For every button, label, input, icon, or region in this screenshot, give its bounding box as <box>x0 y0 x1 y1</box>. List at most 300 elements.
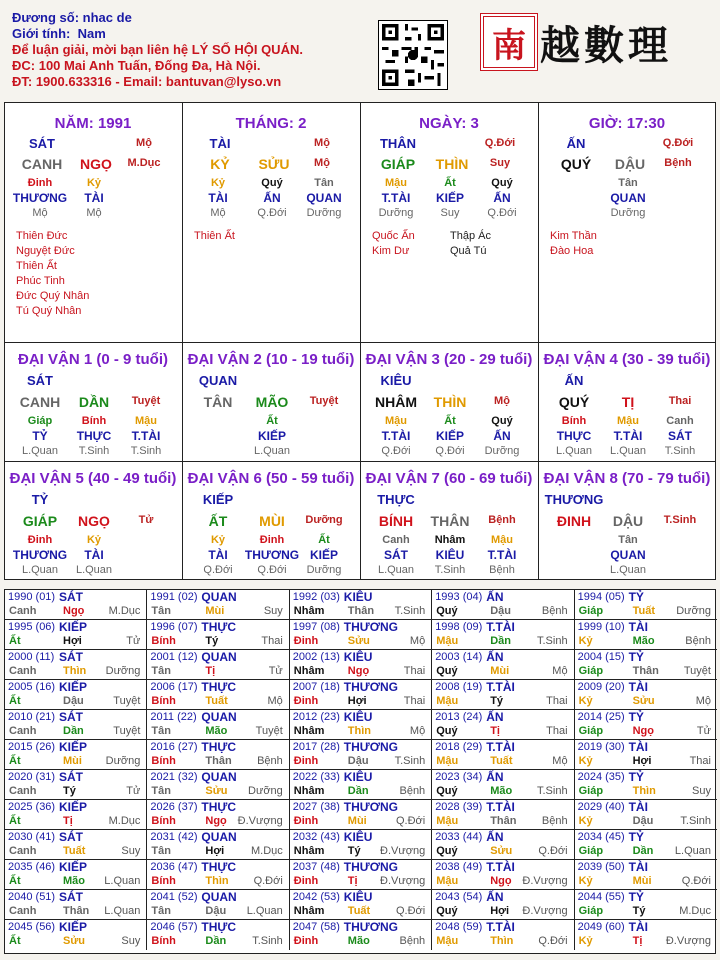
dai-van-title: ĐẠI VẬN 2 (10 - 19 tuổi) <box>187 351 355 368</box>
year-chi: Mão <box>347 935 370 947</box>
year-star: T.TÀI <box>486 860 515 874</box>
year-can: Quý <box>436 785 458 797</box>
year-star: THỰC <box>201 920 237 934</box>
pillar-title: THÁNG: 2 <box>235 115 307 132</box>
pillar-star: THÂN <box>379 136 417 151</box>
year-chi: Mùi <box>63 755 82 767</box>
special-star: Quốc Ấn <box>372 230 415 242</box>
year-chi: Dần <box>205 935 227 947</box>
year-cell <box>290 620 432 650</box>
hidden-stem: Mậu <box>617 415 639 427</box>
year-label: 2017 (28) <box>292 741 340 753</box>
year-phase: M.Dục <box>108 605 141 617</box>
year-chi: Tý <box>490 695 504 707</box>
year-label: 2047 (58) <box>292 921 340 933</box>
dai-van-star: THỰC <box>377 492 415 507</box>
year-phase: L.Quan <box>104 875 141 887</box>
year-chi: Thìn <box>63 665 87 677</box>
year-cell <box>5 890 147 920</box>
year-can: Tân <box>151 905 171 917</box>
dai-van-can: CANH <box>19 394 61 410</box>
year-cell <box>147 920 289 950</box>
year-star: THƯƠNG <box>343 920 398 934</box>
year-label: 2025 (36) <box>8 801 56 813</box>
year-can: Kỷ <box>578 935 593 947</box>
year-cell <box>432 740 574 770</box>
hidden-phase: Q.Đới <box>487 207 517 219</box>
year-can: Đinh <box>293 815 319 827</box>
phone-line: ĐT: 1900.633316 - Email: bantuvan@lyso.vn <box>12 74 282 89</box>
special-star: Thiên Đức <box>16 230 68 242</box>
year-cell <box>290 770 432 800</box>
year-can: Tân <box>151 785 171 797</box>
year-cell <box>5 800 147 830</box>
year-chi: Dậu <box>205 905 227 917</box>
year-chi: Dậu <box>632 815 654 827</box>
year-cell <box>432 620 574 650</box>
year-can: Đinh <box>293 635 319 647</box>
hidden-phase: Q.Đới <box>381 445 411 457</box>
year-label: 2023 (34) <box>435 771 483 783</box>
year-can: Mậu <box>436 695 459 707</box>
year-star: THƯƠNG <box>343 740 398 754</box>
year-chi: Ngọ <box>205 815 227 827</box>
year-phase: Dưỡng <box>248 785 283 797</box>
year-label: 2004 (15) <box>577 651 625 663</box>
year-label: 2013 (24) <box>435 711 483 723</box>
year-chi: Thìn <box>205 875 229 887</box>
year-chi: Sửu <box>347 635 370 647</box>
year-can: Bính <box>151 755 176 767</box>
year-can: Kỷ <box>578 815 593 827</box>
hidden-god: T.TÀI <box>381 429 411 443</box>
year-label: 2035 (46) <box>8 861 56 873</box>
year-label: 2036 (47) <box>150 861 198 873</box>
year-chi: Tuất <box>205 695 228 707</box>
year-phase: Q.Đới <box>395 905 426 917</box>
year-star: T.TÀI <box>486 620 515 634</box>
year-phase: L.Quan <box>246 905 283 917</box>
address-line: ĐC: 100 Mai Anh Tuấn, Đống Đa, Hà Nội. <box>12 58 261 73</box>
dai-van-phase: Dưỡng <box>305 514 343 526</box>
hidden-god: KIẾP <box>309 548 338 562</box>
year-chi: Tị <box>63 815 73 827</box>
year-chi: Tuất <box>63 845 86 857</box>
year-can: Giáp <box>578 905 604 917</box>
year-label: 2016 (27) <box>150 741 198 753</box>
year-chi: Tý <box>205 635 219 647</box>
pillar-phase-top: Mộ <box>314 137 330 149</box>
year-phase: L.Quan <box>674 845 711 857</box>
hidden-stem: Quý <box>491 415 513 427</box>
year-chi: Mùi <box>205 605 225 617</box>
year-label: 2012 (23) <box>292 711 340 723</box>
year-cell <box>5 680 147 710</box>
year-star: KIÊU <box>343 890 373 904</box>
dai-van-can: ĐINH <box>556 513 592 529</box>
year-phase: Mộ <box>409 635 426 647</box>
year-star: THƯƠNG <box>343 800 398 814</box>
year-phase: Thai <box>546 695 568 707</box>
dai-van-phase: Tuyệt <box>131 395 161 407</box>
year-can: Bính <box>151 875 176 887</box>
pillar-phase: Mộ <box>314 157 330 169</box>
hidden-stem: Đinh <box>259 534 285 546</box>
year-label: 2039 (50) <box>577 861 625 873</box>
year-can: Ất <box>9 935 21 947</box>
year-star: KIÊU <box>343 770 373 784</box>
year-chi: Hợi <box>632 755 652 767</box>
dai-van-title: ĐẠI VẬN 3 (20 - 29 tuổi) <box>365 351 533 368</box>
name-value: nhac de <box>82 10 132 25</box>
year-can: Tân <box>151 665 171 677</box>
year-cell <box>5 710 147 740</box>
year-label: 2000 (11) <box>8 651 55 663</box>
hidden-phase: L.Quan <box>609 445 647 457</box>
year-can: Mậu <box>436 815 459 827</box>
year-star: TÀI <box>628 800 648 814</box>
dai-van-star: KIÊU <box>380 373 412 388</box>
dai-van-can: NHÂM <box>375 394 417 410</box>
year-chi: Thìn <box>347 725 372 737</box>
pillar-title: NGÀY: 3 <box>419 115 479 132</box>
dai-van-can: TÂN <box>203 394 233 410</box>
year-cell <box>575 740 717 770</box>
year-phase: Bệnh <box>399 935 426 947</box>
year-can: Mậu <box>436 875 459 887</box>
hidden-phase: L.Quan <box>75 564 113 576</box>
hidden-stem: Quý <box>491 177 513 189</box>
year-star: TÀI <box>628 860 648 874</box>
year-can: Giáp <box>578 605 604 617</box>
hidden-stem: Bính <box>561 415 587 427</box>
year-star: KIÊU <box>343 590 373 604</box>
year-phase: Mộ <box>552 755 568 767</box>
pillar-star: SÁT <box>29 136 55 151</box>
year-star: TÀI <box>628 920 648 934</box>
pillar-phase-top: Mộ <box>136 137 152 149</box>
year-chi: Sửu <box>205 785 228 797</box>
year-cell <box>147 620 289 650</box>
hidden-god: T.TÀI <box>131 429 161 443</box>
hidden-phase: T.Sinh <box>78 445 110 457</box>
pillar-star: ẤN <box>566 136 586 151</box>
year-star: KIÊU <box>343 830 373 844</box>
hidden-phase: L.Quan <box>609 564 647 576</box>
year-cell <box>432 830 574 860</box>
hidden-phase: Dưỡng <box>306 207 342 219</box>
year-label: 1993 (04) <box>435 591 483 603</box>
hidden-stem: Canh <box>666 415 694 427</box>
seal-logo: 南 <box>480 13 538 71</box>
year-cell <box>147 890 289 920</box>
year-label: 1998 (09) <box>435 621 483 633</box>
year-phase: Thai <box>403 695 426 707</box>
year-label: 1999 (10) <box>577 621 625 633</box>
special-star: Kim Dư <box>372 245 410 257</box>
year-label: 2032 (43) <box>292 831 340 843</box>
year-phase: Q.Đới <box>395 815 426 827</box>
pillar-can: KỶ <box>210 156 230 172</box>
hidden-god: THỰC <box>76 429 112 443</box>
year-label: 2040 (51) <box>8 891 56 903</box>
hidden-stem: Mậu <box>491 534 513 546</box>
year-cell <box>432 650 574 680</box>
year-cell <box>290 860 432 890</box>
year-phase: T.Sinh <box>394 755 426 767</box>
year-star: T.TÀI <box>486 740 515 754</box>
year-cell <box>290 830 432 860</box>
hidden-stem: Mậu <box>385 415 407 427</box>
hidden-stem: Mậu <box>385 177 407 189</box>
year-can: Mậu <box>436 635 459 647</box>
year-cell <box>5 920 147 950</box>
year-cell <box>575 770 717 800</box>
special-star: Quả Tú <box>450 245 487 257</box>
hidden-phase: Dưỡng <box>378 207 414 219</box>
hidden-stem: Bính <box>81 415 107 427</box>
year-cell <box>5 860 147 890</box>
year-phase: Tuyệt <box>113 695 141 707</box>
year-star: ẤN <box>486 890 504 904</box>
year-phase: Tử <box>696 725 711 737</box>
year-star: THỰC <box>201 620 237 634</box>
year-label: 2049 (60) <box>577 921 625 933</box>
year-star: T.TÀI <box>486 680 515 694</box>
year-chi: Dần <box>347 785 369 797</box>
year-can: Nhâm <box>293 845 325 857</box>
hidden-phase: L.Quan <box>21 564 59 576</box>
hidden-god: QUAN <box>306 191 342 205</box>
pillar-chi: NGỌ <box>80 156 112 172</box>
year-phase: T.Sinh <box>680 815 711 827</box>
year-can: Bính <box>151 815 176 827</box>
year-phase: Suy <box>263 605 283 617</box>
pillar-star: TÀI <box>209 136 231 151</box>
year-label: 2037 (48) <box>292 861 340 873</box>
year-chi: Ngọ <box>490 875 512 887</box>
year-label: 2041 (52) <box>150 891 198 903</box>
year-can: Ất <box>9 635 21 647</box>
year-label: 2031 (42) <box>150 831 198 843</box>
year-chi: Sửu <box>632 695 655 707</box>
hidden-stem: Mậu <box>135 415 157 427</box>
year-star: KIẾP <box>59 680 88 694</box>
year-can: Tân <box>151 605 171 617</box>
year-can: Canh <box>9 785 37 797</box>
year-cell <box>432 770 574 800</box>
year-phase: Tuyệt <box>113 725 141 737</box>
hidden-god: TÀI <box>84 191 104 205</box>
year-phase: Tuyệt <box>255 725 283 737</box>
year-chi: Thân <box>347 605 375 617</box>
year-can: Kỷ <box>578 695 593 707</box>
hidden-phase: Mộ <box>86 207 102 219</box>
dai-van-title: ĐẠI VẬN 6 (50 - 59 tuổi) <box>187 470 355 487</box>
year-star: KIẾP <box>59 740 88 754</box>
year-label: 2046 (57) <box>150 921 198 933</box>
year-can: Canh <box>9 665 37 677</box>
year-can: Ất <box>9 875 21 887</box>
hidden-stem: Giáp <box>27 415 53 427</box>
year-label: 2042 (53) <box>292 891 340 903</box>
year-cell <box>432 800 574 830</box>
year-cell <box>575 710 717 740</box>
hidden-phase: Q.Đới <box>257 564 287 576</box>
year-chi: Dậu <box>490 605 511 617</box>
year-star: TỶ <box>628 590 644 604</box>
year-star: QUAN <box>201 650 237 664</box>
year-label: 2022 (33) <box>292 771 340 783</box>
dai-van-phase: Thai <box>668 395 692 407</box>
year-phase: Q.Đới <box>681 875 711 887</box>
year-chi: Tý <box>347 845 361 857</box>
year-star: KIẾP <box>59 800 88 814</box>
year-label: 1992 (03) <box>292 591 340 603</box>
year-can: Bính <box>151 695 176 707</box>
hidden-god: T.TÀI <box>381 191 411 205</box>
year-cell <box>147 710 289 740</box>
pillar-phase-top: Q.Đới <box>662 137 694 149</box>
dai-van-chi: MÃO <box>255 394 289 410</box>
special-star: Phúc Tinh <box>16 275 65 287</box>
year-label: 2009 (20) <box>577 681 625 693</box>
year-phase: Q.Đới <box>253 875 283 887</box>
year-chi: Mão <box>490 785 513 797</box>
year-chi: Thìn <box>632 785 656 797</box>
year-phase: T.Sinh <box>252 935 283 947</box>
year-label: 2010 (21) <box>8 711 56 723</box>
pillar-can: CANH <box>21 156 63 172</box>
year-star: TỶ <box>628 890 644 904</box>
year-star: THỰC <box>201 860 237 874</box>
year-can: Đinh <box>293 755 319 767</box>
year-star: QUAN <box>201 830 237 844</box>
dai-van-title: ĐẠI VẬN 4 (30 - 39 tuổi) <box>543 351 711 368</box>
hidden-phase: L.Quan <box>555 445 593 457</box>
year-cell <box>5 650 147 680</box>
hidden-god: QUAN <box>610 191 646 205</box>
year-star: THƯƠNG <box>343 620 398 634</box>
dai-van-star: THƯƠNG <box>544 492 604 507</box>
hidden-phase: Dưỡng <box>484 445 520 457</box>
year-chi: Hợi <box>205 845 225 857</box>
header-info <box>12 10 303 90</box>
year-label: 1994 (05) <box>577 591 625 603</box>
hidden-stem: Tân <box>314 177 334 189</box>
year-can: Nhâm <box>293 905 325 917</box>
dai-van-phase: Mộ <box>494 395 510 407</box>
year-label: 2024 (35) <box>577 771 625 783</box>
year-star: KIẾP <box>59 860 88 874</box>
year-star: ẤN <box>486 590 504 604</box>
year-label: 2001 (12) <box>150 651 198 663</box>
year-phase: Dưỡng <box>105 755 141 767</box>
year-label: 2008 (19) <box>435 681 483 693</box>
year-chi: Tị <box>490 725 500 737</box>
year-star: ẤN <box>486 650 504 664</box>
year-can: Giáp <box>578 845 604 857</box>
year-cell <box>575 830 717 860</box>
pillar-phase-top: Q.Đới <box>484 137 516 149</box>
year-phase: Mộ <box>267 695 283 707</box>
pillar-chi: SỬU <box>258 156 290 172</box>
year-phase: Tử <box>126 785 141 797</box>
year-cell <box>575 650 717 680</box>
special-star: Nguyệt Đức <box>16 245 75 257</box>
year-phase: Thai <box>689 755 711 767</box>
year-can: Bính <box>151 635 176 647</box>
year-can: Canh <box>9 845 37 857</box>
year-label: 2028 (39) <box>435 801 483 813</box>
year-star: TỶ <box>628 770 644 784</box>
pillar-title: NĂM: 1991 <box>54 115 132 132</box>
year-cell <box>432 680 574 710</box>
hidden-god: ẤN <box>493 429 511 443</box>
dai-van-star: ẤN <box>564 373 584 388</box>
year-label: 2045 (56) <box>8 921 56 933</box>
year-label: 2034 (45) <box>577 831 625 843</box>
year-phase: T.Sinh <box>537 785 568 797</box>
year-label: 2019 (30) <box>577 741 625 753</box>
hidden-god: THỰC <box>556 429 592 443</box>
year-can: Nhâm <box>293 605 325 617</box>
year-star: SÁT <box>59 890 83 904</box>
dai-van-star: KIẾP <box>202 492 234 507</box>
pillar-phase: Suy <box>489 157 511 169</box>
year-phase: M.Dục <box>108 815 141 827</box>
year-star: SÁT <box>59 710 83 724</box>
year-can: Đinh <box>293 935 319 947</box>
year-can: Kỷ <box>578 875 593 887</box>
hidden-stem: Quý <box>261 177 283 189</box>
year-chi: Mão <box>63 875 85 887</box>
year-phase: Bệnh <box>685 635 711 647</box>
hidden-stem: Ất <box>444 177 456 189</box>
year-cell <box>147 650 289 680</box>
year-cell <box>575 800 717 830</box>
hidden-phase: Dưỡng <box>610 207 646 219</box>
hidden-stem: Kỷ <box>210 177 226 189</box>
hidden-stem: Tân <box>618 534 638 546</box>
year-can: Quý <box>436 725 458 737</box>
year-cell <box>290 710 432 740</box>
year-chi: Dần <box>490 635 511 647</box>
year-star: QUAN <box>201 770 237 784</box>
year-cell <box>5 590 147 620</box>
hidden-god: KIÊU <box>435 548 465 562</box>
year-star: TỶ <box>628 710 644 724</box>
pillar-can: QUÝ <box>560 156 592 172</box>
year-chi: Tị <box>205 665 216 677</box>
year-star: QUAN <box>201 890 237 904</box>
year-label: 2027 (38) <box>292 801 340 813</box>
dai-van-star: QUAN <box>198 373 238 388</box>
special-star: Thập Ác <box>450 230 491 242</box>
hidden-phase: Q.Đới <box>257 207 287 219</box>
year-can: Mậu <box>436 755 459 767</box>
year-chi: Mão <box>632 635 655 647</box>
year-cell <box>147 860 289 890</box>
year-cell <box>575 680 717 710</box>
year-label: 2038 (49) <box>435 861 483 873</box>
year-phase: Đ.Vượng <box>237 815 283 827</box>
year-cell <box>5 740 147 770</box>
year-chi: Dậu <box>347 755 369 767</box>
dai-van-chi: MÙI <box>259 513 285 529</box>
hidden-phase: L.Quan <box>377 564 415 576</box>
year-phase: T.Sinh <box>394 605 426 617</box>
